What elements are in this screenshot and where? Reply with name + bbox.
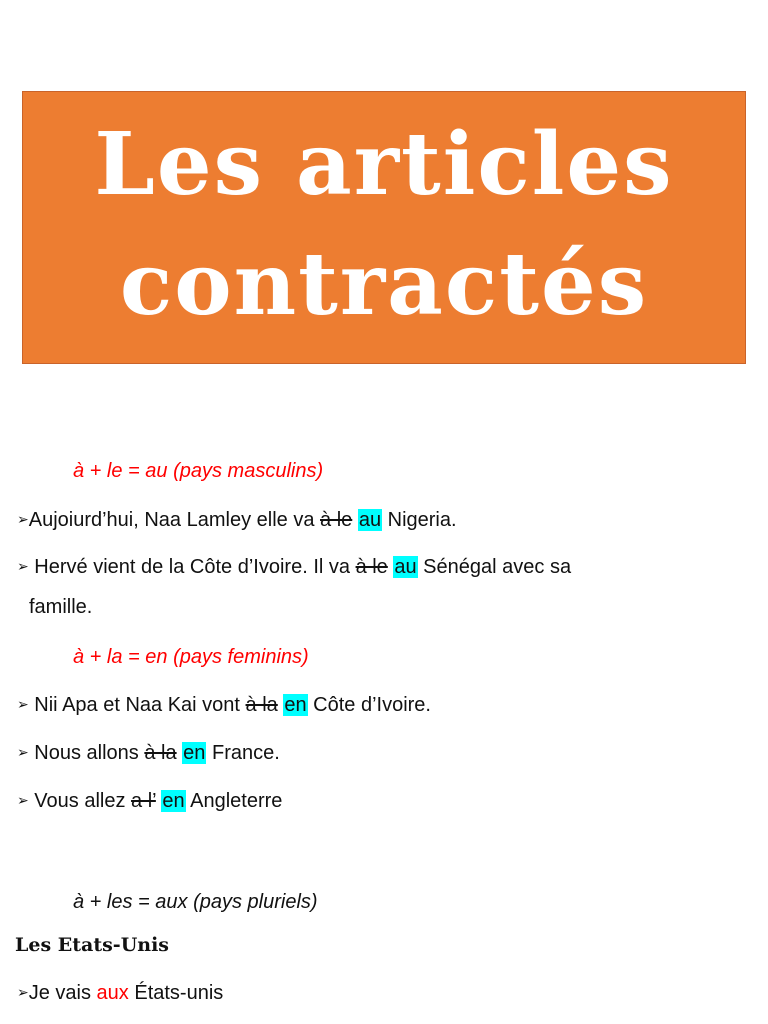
bullet-arrow-icon: ➢ (17, 792, 29, 808)
bullet-arrow-icon: ➢ (17, 511, 29, 527)
example-text: France. (206, 742, 280, 764)
example-fem-2 (17, 743, 280, 763)
example-masc-2 (17, 557, 571, 577)
struck-article: à la (245, 694, 278, 716)
example-fem-3 (17, 791, 282, 811)
example-text: Angleterre (185, 790, 283, 812)
rule-masculine: à + le = au (pays masculins) (73, 460, 324, 482)
example-text: Aujoiurd’hui, Naa Lamley elle va (28, 509, 321, 531)
struck-article: a l’ (131, 790, 156, 812)
example-text: Nous allons (28, 742, 145, 764)
example-text: Nii Apa et Naa Kai vont (28, 694, 246, 716)
example-fem-1 (17, 695, 431, 715)
highlighted-article: au (358, 509, 382, 531)
rule-plural: à + les = aux (pays pluriels) (73, 891, 318, 913)
highlighted-article: au (394, 556, 417, 578)
struck-article: à le (320, 509, 353, 531)
example-text: Vous allez (28, 790, 132, 812)
example-text: Côte d’Ivoire. (307, 694, 431, 716)
example-text: Nigeria. (382, 509, 457, 531)
highlighted-article: en (183, 742, 206, 764)
highlighted-article: en (284, 694, 307, 716)
example-text: États-unis (128, 982, 224, 1004)
example-plural-1 (17, 983, 223, 1003)
red-article: aux (96, 982, 129, 1004)
example-masc-1 (17, 510, 457, 530)
title-line-1: Les articles (94, 114, 674, 215)
highlighted-article: en (162, 790, 185, 812)
struck-article: à le (355, 556, 388, 578)
bullet-arrow-icon: ➢ (17, 696, 29, 712)
example-masc-2-continuation: famille. (29, 596, 93, 618)
plural-heading: Les Etats-Unis (15, 934, 169, 956)
example-text: Sénégal avec sa (417, 556, 572, 578)
title-banner (22, 91, 746, 364)
rule-feminine: à + la = en (pays feminins) (73, 646, 309, 668)
example-text: Je vais (28, 982, 97, 1004)
bullet-arrow-icon: ➢ (17, 744, 29, 760)
title-line-2: contractés (119, 234, 649, 335)
example-text: Hervé vient de la Côte d’Ivoire. Il va (28, 556, 356, 578)
bullet-arrow-icon: ➢ (17, 984, 29, 1000)
bullet-arrow-icon: ➢ (17, 558, 29, 574)
struck-article: à la (144, 742, 177, 764)
